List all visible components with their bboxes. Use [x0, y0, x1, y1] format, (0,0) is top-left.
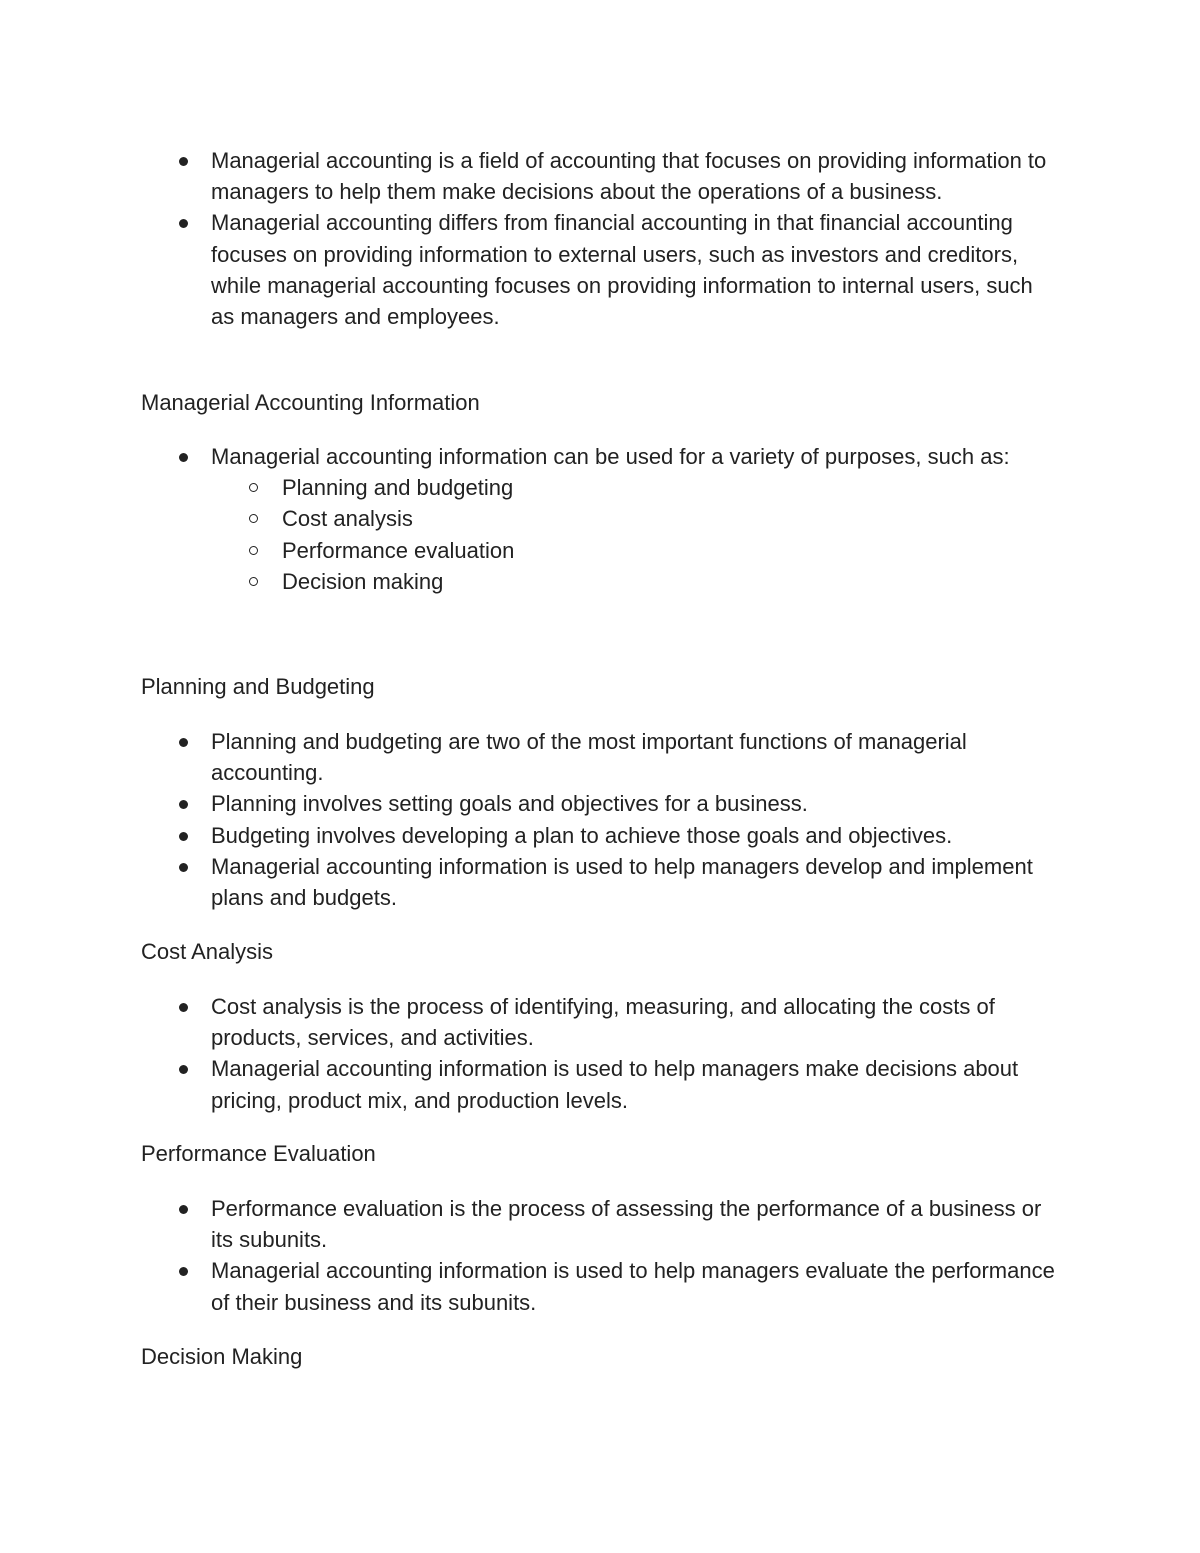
sub-list-item [0, 566, 1200, 597]
bullet-icon [179, 453, 188, 462]
bullet-icon [179, 1267, 188, 1276]
list-item [0, 1255, 1061, 1317]
list-item-text: Managerial accounting information is used to help managers make decisions about pricing, product mix, and production levels. [211, 1056, 1019, 1113]
sub-list-item-text: Cost analysis [282, 506, 413, 532]
list-item [0, 207, 1061, 332]
list-item-text: Managerial accounting information is used to help managers evaluate the performance of their business and its subunits. [211, 1258, 1055, 1315]
section-heading-info: Managerial Accounting Information [141, 390, 480, 415]
list-item-text: Planning and budgeting are two of the most important functions of managerial accounting. [211, 729, 967, 786]
list-item-text: Budgeting involves developing a plan to achieve those goals and objectives. [211, 822, 953, 848]
list-item [0, 1193, 1061, 1255]
bullet-icon [179, 832, 188, 841]
hollow-bullet-icon [249, 577, 258, 586]
hollow-bullet-icon [249, 483, 258, 492]
list-item [0, 1053, 1061, 1115]
sub-list-item [0, 472, 1200, 503]
section-heading-decision: Decision Making [141, 1344, 303, 1369]
list-item-text: Performance evaluation is the process of assessing the performance of a business or its subunits. [211, 1196, 1042, 1253]
bullet-icon [179, 157, 188, 166]
section-heading-planning: Planning and Budgeting [141, 674, 375, 699]
sub-list-item-text: Performance evaluation [282, 537, 515, 563]
bullet-icon [179, 863, 188, 872]
list-item-text: Managerial accounting is a field of accounting that focuses on providing information to managers to help them make decisions about the operations of a business. [211, 148, 1047, 205]
list-item [0, 788, 1061, 819]
list-item-text: Managerial accounting information can be used for a variety of purposes, such as: [211, 444, 1010, 469]
bullet-icon [179, 800, 188, 809]
info-list [0, 441, 1200, 597]
list-item [0, 820, 1061, 851]
section-heading-cost: Cost Analysis [141, 939, 274, 964]
bullet-icon [179, 1003, 188, 1012]
sub-list-item-text: Planning and budgeting [282, 475, 514, 501]
performance-list [0, 1193, 1200, 1318]
list-item-text: Planning involves setting goals and objectives for a business. [211, 791, 808, 817]
sub-list-item-text: Decision making [282, 568, 444, 594]
list-item [0, 851, 1061, 913]
list-item [0, 441, 1061, 472]
planning-list [0, 726, 1200, 913]
bullet-icon [179, 1205, 188, 1214]
intro-list [0, 145, 1200, 332]
cost-list [0, 991, 1200, 1116]
hollow-bullet-icon [249, 514, 258, 523]
sub-list-item [0, 535, 1200, 566]
list-item [0, 991, 1061, 1053]
list-item [0, 726, 1061, 788]
section-heading-performance: Performance Evaluation [141, 1141, 376, 1166]
list-item-text: Cost analysis is the process of identifying, measuring, and allocating the costs of products, services, and activities. [211, 994, 995, 1051]
sub-list-item [0, 503, 1200, 534]
list-item-text: Managerial accounting differs from financial accounting in that financial accounting focuses on providing information to external users, such as investors and creditors, while managerial accounting focuses on providing information to internal users, such as managers and employees. [211, 210, 1033, 330]
list-item [0, 145, 1061, 207]
list-item-text: Managerial accounting information is used to help managers develop and implement plans and budgets. [211, 853, 1033, 911]
bullet-icon [179, 738, 188, 747]
hollow-bullet-icon [249, 546, 258, 555]
bullet-icon [179, 1065, 188, 1074]
bullet-icon [179, 219, 188, 228]
